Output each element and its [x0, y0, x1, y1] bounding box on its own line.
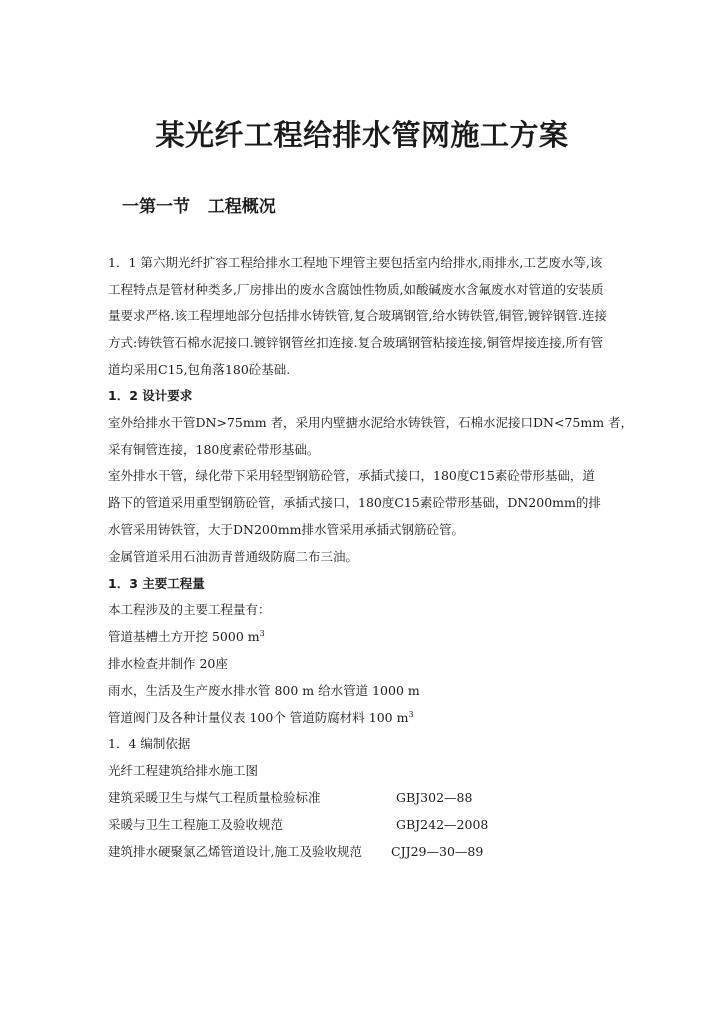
quantity-item-text: 管道阀门及各种计量仪表 100个 管道防腐材料 100 m: [108, 710, 409, 725]
reference-name: 建筑排水硬聚氯乙烯管道设计,施工及验收规范: [108, 844, 362, 859]
paragraph-1-2-line: 室外排水干管，绿化带下采用轻型钢筋砼管，承插式接口，180度C15素砼带形基础，道: [108, 468, 595, 483]
heading-1-3: 1．3 主要工程量: [108, 576, 205, 591]
paragraph-1-2-line: 金属管道采用石油沥青普通级防腐二布三油。: [108, 549, 359, 564]
references-intro: 光纤工程建筑给排水施工图: [108, 763, 259, 778]
paragraph-1-1-line: 量要求严格.该工程埋地部分包括排水铸铁管,复合玻璃钢管,给水铸铁管,铜管,镀锌钢管.连接: [108, 308, 607, 323]
paragraph-1-2-line: 采有铜管连接，180度素砼带形基础。: [108, 442, 320, 457]
paragraph-1-1-line: 道均采用C15,包角落180砼基础.: [108, 362, 291, 377]
reference-item: [108, 816, 608, 834]
quantity-item-text: 管道基槽土方开挖 5000 m: [108, 629, 260, 644]
paragraph-1-1-line: 1．1 第六期光纤扩容工程给排水工程地下埋管主要包括室内给排水,雨排水,工艺废水等,该: [108, 255, 603, 270]
reference-item: [108, 789, 608, 807]
paragraph-1-1-line: 方式:铸铁管石棉水泥接口.镀锌钢管丝扣连接.复合玻璃钢管粘接连接,铜管焊接连接,所有管: [108, 335, 604, 350]
section-heading: 一第一节 工程概况: [122, 197, 276, 217]
paragraph-1-2-line: 室外给排水干管DN>75mm 者，采用内壁搪水泥给水铸铁管，石棉水泥接口DN<75mm 者，: [108, 415, 634, 430]
heading-1-4: 1．4 编制依据: [108, 736, 191, 751]
quantities-intro: 本工程涉及的主要工程量有：: [108, 602, 271, 617]
paragraph-1-2-line: 路下的管道采用重型钢筋砼管，承插式接口，180度C15素砼带形基础，DN200mm的排: [108, 495, 601, 510]
unit-superscript: 3: [259, 629, 265, 638]
quantity-item: 排水检查井制作 20座: [108, 656, 228, 671]
heading-1-2: 1．2 设计要求: [108, 388, 193, 403]
paragraph-1-1-line: 工程特点是管材种类多,厂房排出的废水含腐蚀性物质,如酸碱废水含氟废水对管道的安装质: [108, 282, 604, 297]
reference-code: CJJ29—30—89: [391, 844, 484, 859]
quantity-item: 雨水，生活及生产废水排水管 800 m 给水管道 1000 m: [108, 683, 420, 698]
quantity-item: [108, 628, 265, 646]
reference-name: 建筑采暖卫生与煤气工程质量检验标准: [108, 790, 321, 805]
reference-code: GBJ302—88: [396, 790, 473, 805]
unit-superscript: 3: [408, 710, 414, 719]
document-title: 某光纤工程给排水管网施工方案: [155, 118, 569, 152]
reference-item: [108, 843, 608, 861]
reference-code: GBJ242—2008: [396, 817, 489, 832]
reference-name: 采暖与卫生工程施工及验收规范: [108, 817, 284, 832]
quantity-item: [108, 709, 414, 727]
paragraph-1-2-line: 水管采用铸铁管，大于DN200mm排水管采用承插式钢筋砼管。: [108, 522, 465, 537]
